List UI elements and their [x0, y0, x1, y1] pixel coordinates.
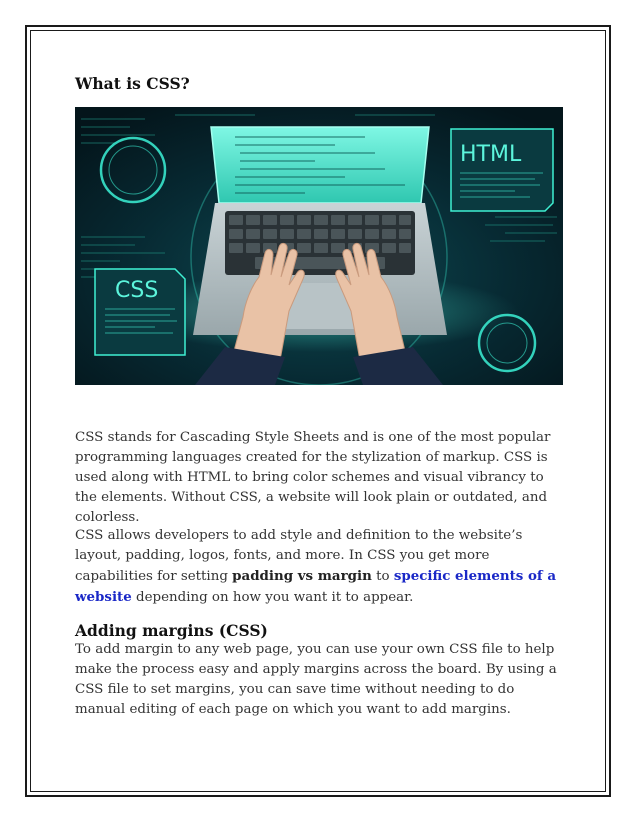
css-panel	[95, 269, 185, 355]
paragraph-text: to	[371, 569, 394, 584]
link-specific-elements[interactable]: specific elements of a website	[75, 568, 556, 605]
css-panel-label: CSS	[115, 278, 159, 303]
paragraph-css-intro: CSS stands for Cascading Style Sheets and is one of the most popular programming languages created for the stylization of markup. CSS is used along with HTML to bring color schemes and visual vibrancy to the elements. Without CSS, a website will look plain or outdated, and colorless.	[75, 430, 551, 525]
paragraph-css-capabilities	[75, 526, 567, 608]
paragraph-text: depending on how you want it to appear.	[131, 590, 414, 605]
paragraph-adding-margins: To add margin to any web page, you can use your own CSS file to help make the process easy and apply margins across the board. By using a CSS file to set margins, you can save time without needing to do manual editing of each page on which you want to add margins.	[75, 642, 557, 717]
laptop	[193, 127, 447, 335]
html-panel	[451, 129, 553, 211]
bold-padding-vs-margin: padding vs margin	[232, 568, 372, 584]
paragraph-text: CSS allows developers to add style and definition to the website’s layout, padding, logos, fonts, and more. In CSS you get more capabilities for setting	[75, 528, 523, 584]
hero-image	[75, 107, 563, 385]
html-panel-label: HTML	[460, 142, 522, 167]
article-title: What is CSS?	[75, 74, 190, 93]
section-heading-adding-margins: Adding margins (CSS)	[75, 621, 268, 640]
